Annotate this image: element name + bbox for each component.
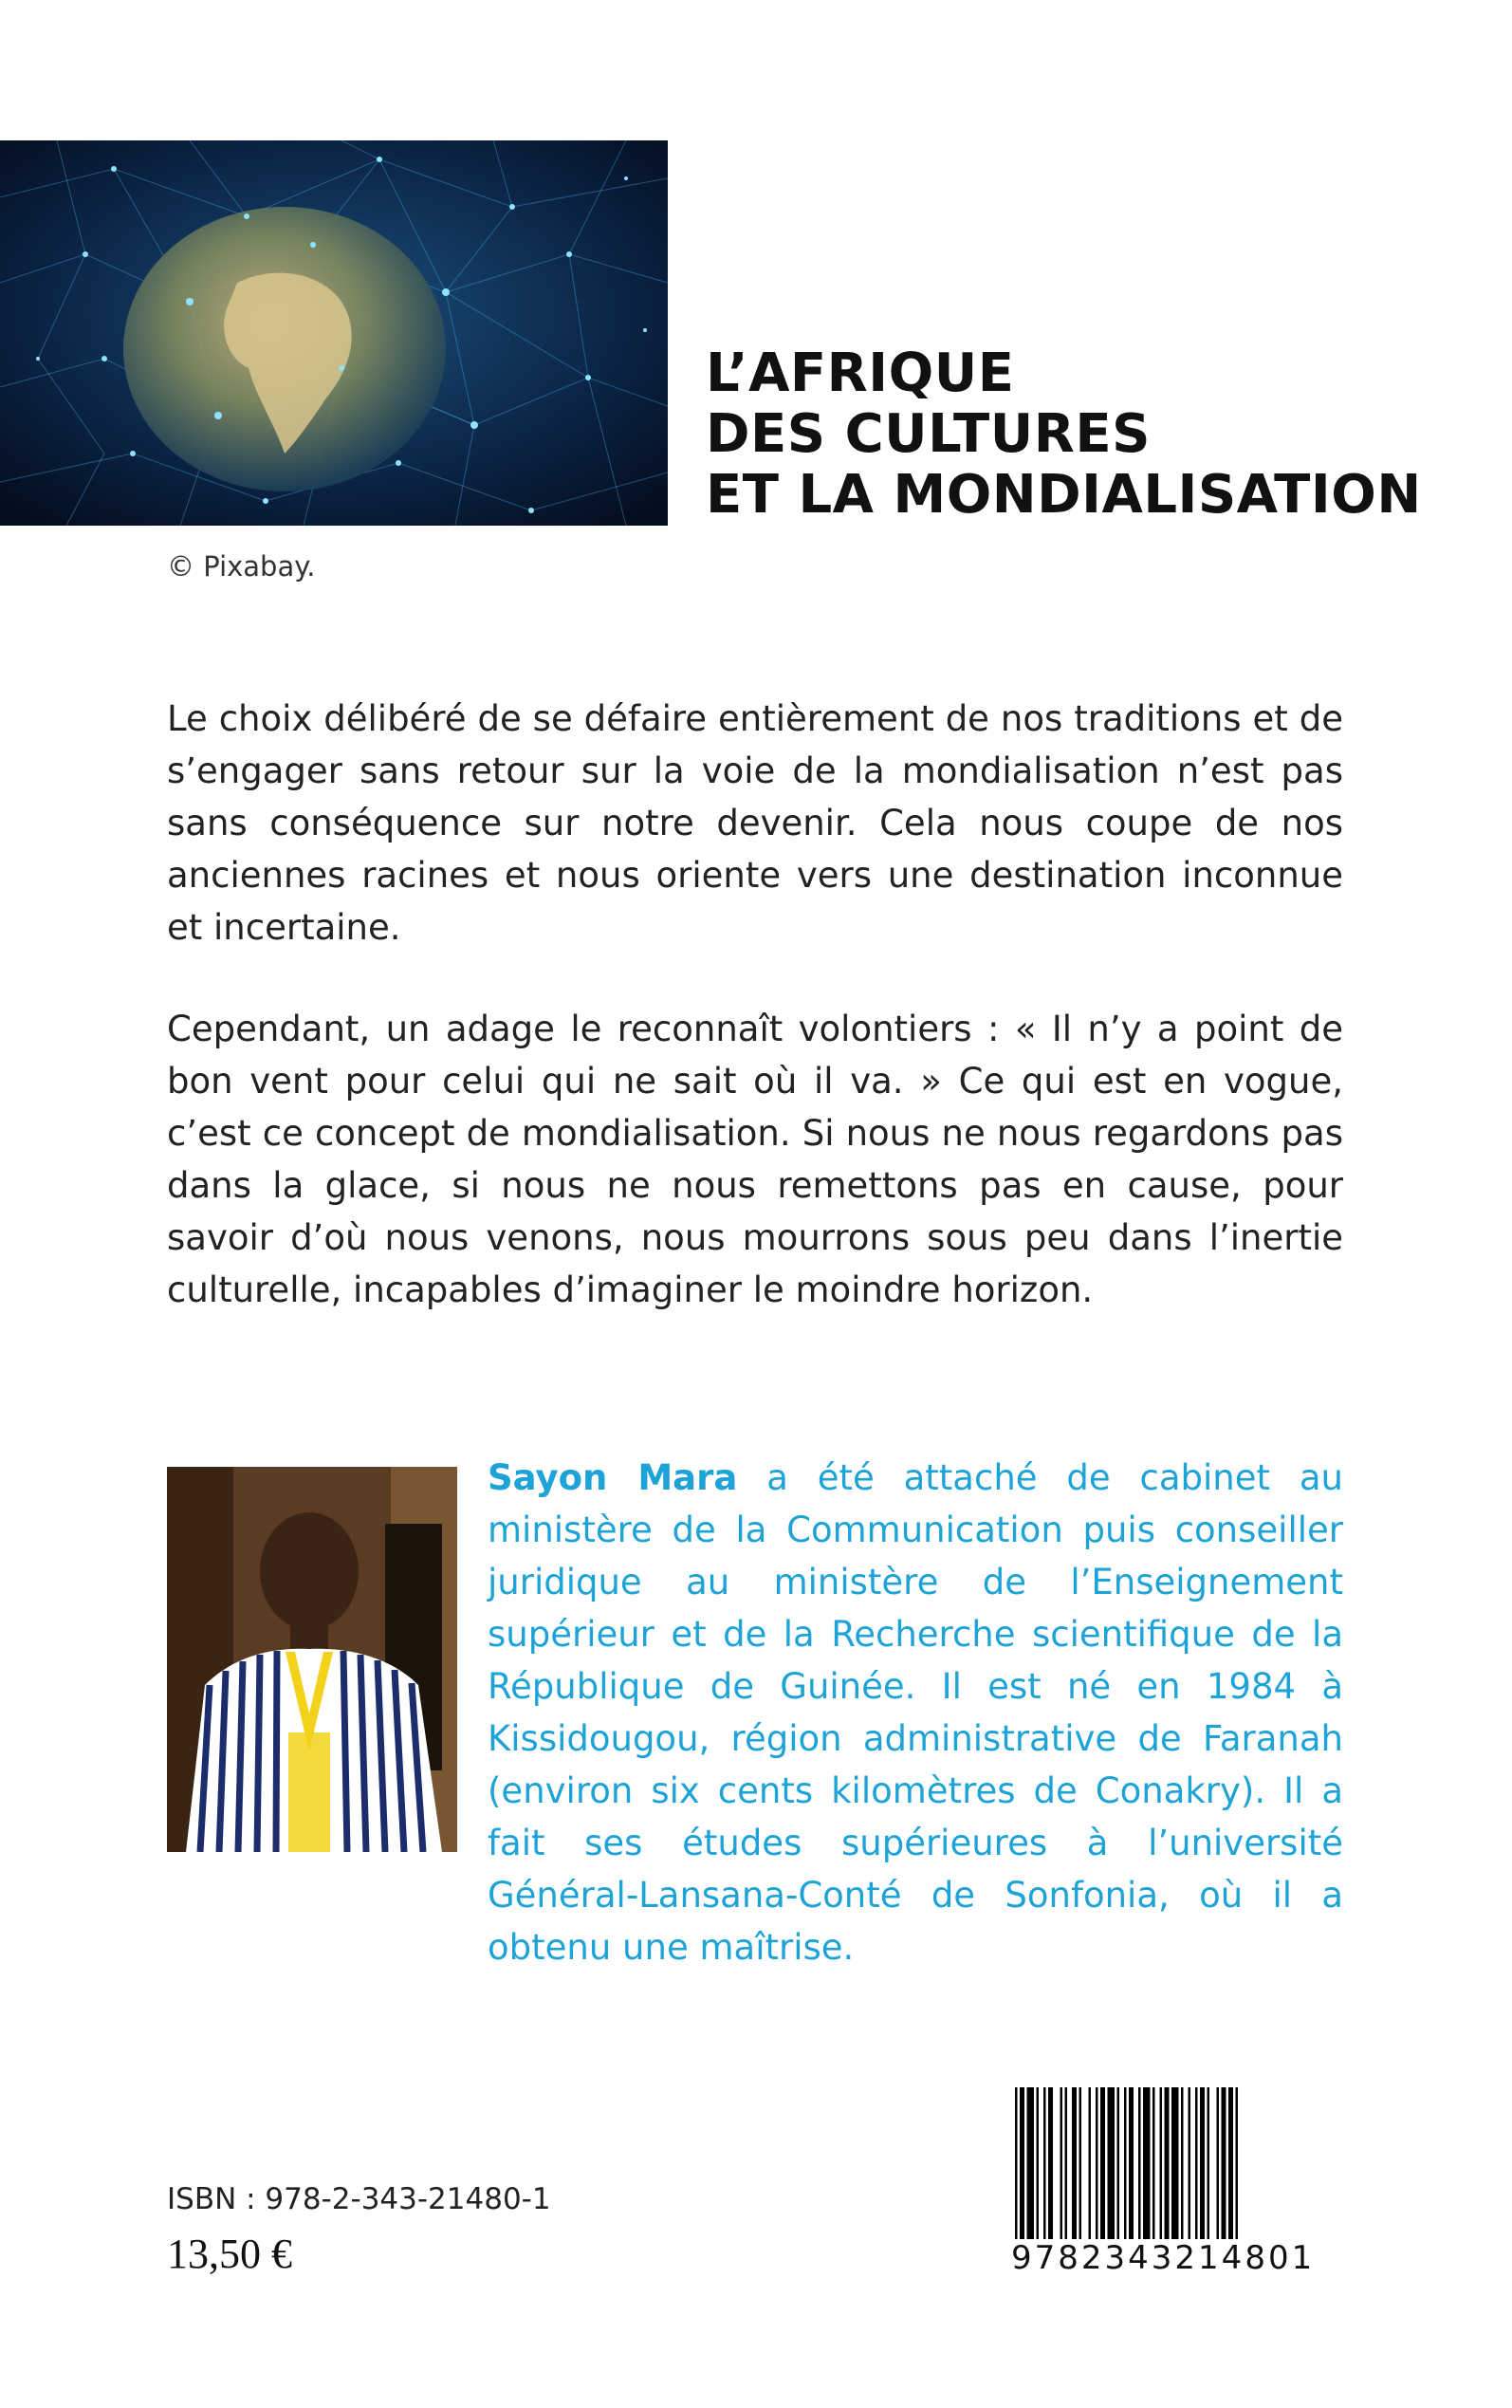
barcode-bar bbox=[1037, 2087, 1040, 2244]
cover-globe-image bbox=[0, 140, 668, 526]
image-credit: © Pixabay. bbox=[167, 550, 316, 583]
barcode-bar bbox=[1048, 2087, 1053, 2244]
barcode-bar bbox=[1100, 2087, 1105, 2244]
barcode-bar bbox=[1089, 2087, 1092, 2244]
barcode-bar bbox=[1189, 2087, 1191, 2244]
barcode-bar bbox=[1165, 2087, 1170, 2244]
barcode-bar bbox=[1079, 2087, 1082, 2244]
barcode-bar bbox=[1160, 2087, 1163, 2244]
author-photo bbox=[167, 1467, 457, 1852]
isbn: ISBN : 978-2-343-21480-1 bbox=[167, 2182, 551, 2216]
author-bio-text: a été attaché de cabinet au ministère de la Communication puis conseiller juridique au ministère de l’Enseignement supérieur et de la Recherche scientifique de la République de Guinée. Il est né en 1984 à Kissidougou, région administrative de Faranah (environ six cents kilomètres de Conakry). Il a fait ses études supérieures à l’université Général-Lansana-Conté de Sonfonia, où il a obtenu une maîtrise. bbox=[488, 1457, 1343, 1968]
barcode-bar bbox=[1043, 2087, 1046, 2244]
barcode-bar bbox=[1096, 2087, 1098, 2244]
title-line-1: L’AFRIQUE bbox=[706, 343, 1015, 404]
barcode-bar bbox=[1208, 2087, 1210, 2244]
title-line-2: DES CULTURES bbox=[706, 403, 1151, 465]
barcode-bar bbox=[1228, 2087, 1233, 2244]
barcode-digits: 9782343214801 bbox=[1011, 2239, 1345, 2277]
barcode-bar bbox=[1143, 2087, 1151, 2244]
barcode-bar bbox=[1195, 2087, 1198, 2244]
barcode-bar bbox=[1072, 2087, 1077, 2244]
price: 13,50 € bbox=[167, 2231, 292, 2277]
barcode-bar bbox=[1117, 2087, 1120, 2244]
barcode-bar bbox=[1181, 2087, 1184, 2244]
barcode-bar bbox=[1138, 2087, 1141, 2244]
barcode-bar bbox=[1027, 2087, 1035, 2244]
barcode-bar bbox=[1060, 2087, 1063, 2244]
barcode-bar bbox=[1020, 2087, 1024, 2244]
blurb-paragraph-1: Le choix délibéré de se défaire entièrement de nos traditions et de s’engager sans retour sur la voie de la mondialisation n’est pas sans conséquence sur notre devenir. Cela nous coupe de nos anciennes racines et nous oriente vers une destination inconnue et incertaine. bbox=[167, 698, 1343, 948]
barcode-bar bbox=[1152, 2087, 1155, 2244]
barcode-bar bbox=[1065, 2087, 1068, 2244]
barcode-bar bbox=[1200, 2087, 1205, 2244]
book-blurb bbox=[167, 693, 1343, 1365]
barcode-bar bbox=[1129, 2087, 1134, 2244]
author-bio bbox=[488, 1452, 1343, 1973]
barcode-bar bbox=[1222, 2087, 1226, 2244]
barcode-bar bbox=[1015, 2087, 1018, 2244]
barcode-bar bbox=[1171, 2087, 1179, 2244]
barcode-bar bbox=[1124, 2087, 1127, 2244]
barcode-bar bbox=[1236, 2087, 1239, 2244]
blurb-paragraph-2: Cependant, un adage le reconnaît volontiers : « Il n’y a point de bon vent pour celui qui ne sait où il va. » Ce qui est en vogue, c’est ce concept de mondialisation. Si nous ne nous regardons pas dans la glace, si nous ne nous remettons pas en cause, pour savoir d’où nous venons, nous mourrons sous peu dans l’inertie culturelle, incapables d’imaginer le moindre horizon. bbox=[167, 1009, 1343, 1310]
barcode-bar bbox=[1217, 2087, 1220, 2244]
author-name: Sayon Mara bbox=[488, 1457, 738, 1498]
title-line-3: ET LA MONDIALISATION bbox=[706, 464, 1422, 526]
barcode-bar bbox=[1108, 2087, 1116, 2244]
book-title bbox=[706, 343, 1427, 526]
